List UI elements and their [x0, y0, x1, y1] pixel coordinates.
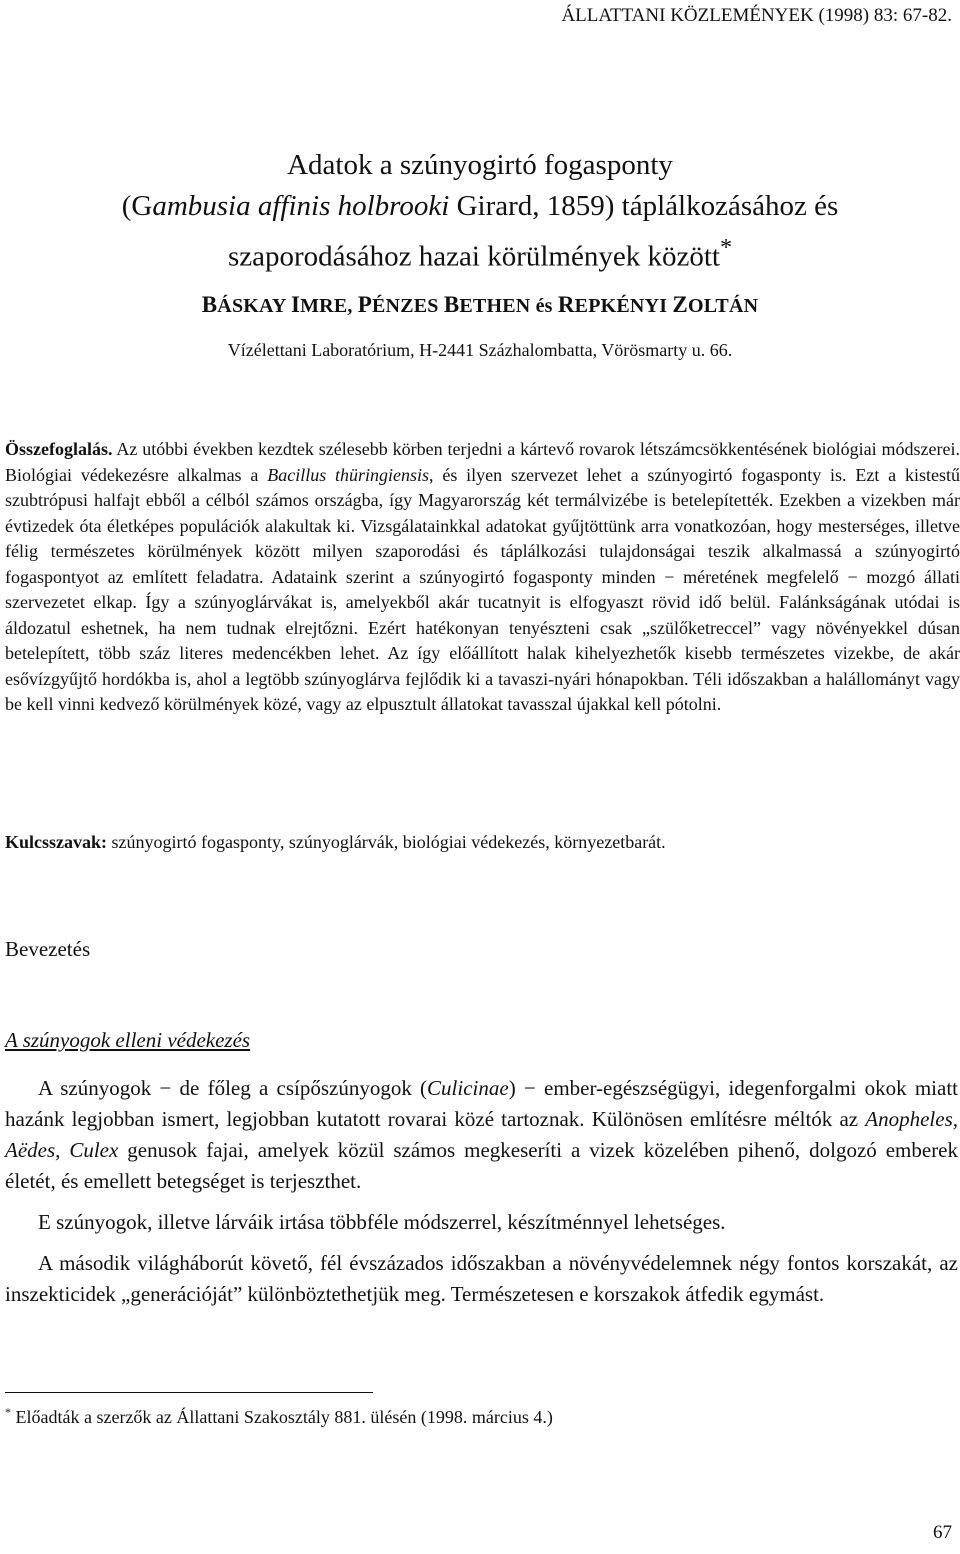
body-text-span: A szúnyogok − de főleg a csípőszúnyogok ( — [38, 1076, 428, 1100]
taxon-name: Culicinae — [427, 1076, 509, 1100]
abstract-label: Összefoglalás. — [5, 439, 113, 459]
author-text: EPKÉNYI — [574, 294, 673, 317]
running-head: ÁLLATTANI KÖZLEMÉNYEK (1998) 83: 67-82. — [561, 5, 952, 26]
abstract — [5, 437, 960, 718]
author-initial: B — [443, 291, 460, 317]
footnote-rule — [5, 1392, 373, 1393]
title-species-name: ambusia affinis holbrooki — [152, 190, 450, 222]
author-text: ETHEN — [459, 294, 536, 317]
abstract-species: Bacillus thüringiensis — [267, 464, 430, 485]
heading-subsection: A szúnyogok elleni védekezés — [5, 1028, 251, 1052]
author-text: ÁSKAY — [217, 294, 291, 317]
title-line-1: Adatok a szúnyogirtó fogasponty — [287, 149, 673, 181]
body-text — [5, 1073, 958, 1320]
title-block — [0, 145, 960, 361]
title-line-2-open: (G — [121, 190, 153, 222]
footnote-text: Előadták a szerzők az Állattani Szakosztály 881. ülésén (1998. március 4.) — [11, 1407, 553, 1427]
title-line-2-rest: Girard, 1859) táplálkozásához és — [449, 190, 839, 222]
body-paragraph-2: E szúnyogok, illetve lárváik irtása többféle módszerrel, készítménnyel lehetséges. — [38, 1210, 726, 1234]
author-text: OLTÁN — [687, 294, 759, 317]
title-line-3: szaporodásához hazai körülmények között — [227, 240, 720, 273]
page-number: 67 — [933, 1522, 952, 1543]
keywords — [5, 832, 960, 853]
author-text: MRE, — [300, 294, 358, 317]
genus-names: Anopheles, Aëdes, Culex — [5, 1107, 958, 1162]
affiliation: Vízélettani Laboratórium, H-2441 Százhalombatta, Vörösmarty u. 66. — [227, 339, 733, 360]
footnote-mark: * — [5, 1405, 11, 1419]
body-text-span: genusok fajai, amelyek közül számos megkeseríti a vizek közelében pihenő, dolgozó emberek életét, és emellett betegséget is terjeszthet. — [5, 1138, 959, 1193]
authors — [0, 292, 960, 318]
abstract-text-2: , és ilyen szervezet lehet a szúnyogirtó fogasponty is. Ezt a kistestű szubtrópusi halfajt ebből a célból számos országba, így Magyarország két termálvizébe is betelepítették. Ezekben a vizekben már évtizedek óta életképes populációk alakultak ki. Vizsgálatainkkal adatokat gyűjtöttünk arra vonatkozóan, hogy mesterséges, illetve félig természetes körülmények között milyen szaporodási és táplálkozási tulajdonságai teszik alkalmassá a szúnyogirtó fogaspontyot az említett feladatra. Adataink szerint a szúnyogirtó fogasponty minden − méretének megfelelő − mozgó állati szervezetet elkap. Így a szúnyoglárvákat is, amelyekből akár tucatnyit is elfogyaszt rövid idő belül. Falánkságának utódai is áldozatul eshetnek, ha nem tudnak elrejtőzni. Ezért hatékonyan tenyészteni csak „szülőketreccel” vagy növényekkel dúsan betelepített, több száz literes medencékben lehet. Az így előállított halak kihelyezhetők kisebb természetes vizekbe, de akár esővízgyűjtő hordókba is, ahol a legtöbb szúnyoglárva fejlődik ki a tavaszi-nyári hónapokban. Téli időszakban a halállományt vagy be kell vinni kedvező körülmények közé, vagy az elpusztult állatokat tavasszal újakkal kell pótolni. — [5, 464, 960, 714]
body-text-span: ) − ember-egészségügyi, idegenforgalmi okok miatt hazánk legjobban ismert, legjobban kutatott rovarai közé tartoznak. Különösen említésre méltók az — [5, 1076, 958, 1131]
footnote — [5, 1405, 553, 1428]
abstract-text-1: Az utóbbi években kezdtek szélesebb körben terjedni a kártevő rovarok létszámcsökkentésének biológiai módszerei. Biológiai védekezésre alkalmas a — [5, 439, 960, 485]
keywords-text: szúnyogirtó fogasponty, szúnyoglárvák, biológiai védekezés, környezetbarát. — [107, 832, 666, 852]
author-conjunction: és — [535, 294, 558, 317]
author-initial: P — [357, 291, 373, 317]
author-initial: R — [557, 291, 575, 317]
author-initial: I — [290, 291, 301, 317]
body-paragraph-3: A második világháborút követő, fél évszázados időszakban a növényvédelemnek négy fontos korszakát, az inszekticidek „generációját” különböztethetjük meg. Természetesen e korszakok átfedik egymást. — [5, 1251, 958, 1306]
author-initial: B — [201, 291, 218, 317]
keywords-label: Kulcsszavak: — [5, 832, 108, 852]
title-footnote-mark: * — [719, 234, 733, 261]
body-paragraph-1 — [5, 1073, 958, 1197]
author-initial: Z — [672, 291, 688, 317]
article-title — [0, 145, 960, 278]
heading-introduction: Bevezetés — [5, 937, 91, 961]
author-text: ÉNZES — [372, 294, 444, 317]
